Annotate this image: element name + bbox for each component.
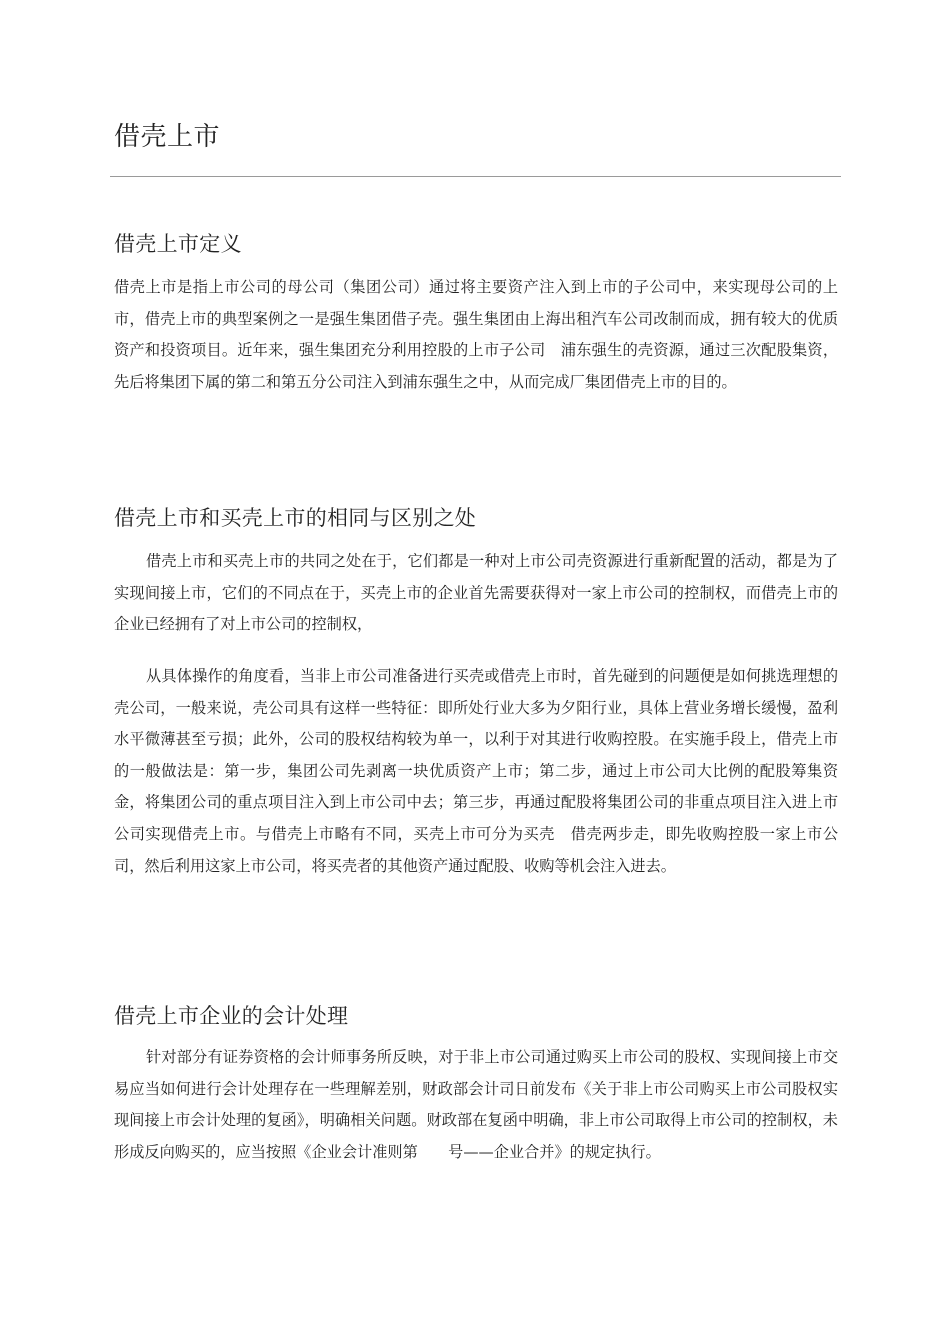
section-paragraph-accounting: 针对部分有证券资格的会计师事务所反映，对于非上市公司通过购买上市公司的股权、实现间接上市交易应当如何进行会计处理存在一些理解差别，财政部会计司日前发布《关于非上市公司购买上市公司股权实现间接上市会计处理的复函》，明确相关问题。财政部在复函中明确，非上市公司取得上市公司的控制权，未形成反向购买的，应当按照《企业会计准则第 号——企业合并》的规定执行。 xyxy=(114,1048,838,1161)
section-heading-comparison: 借壳上市和买壳上市的相同与区别之处 xyxy=(114,506,477,530)
section-paragraph-comparison-1: 借壳上市和买壳上市的共同之处在于，它们都是一种对上市公司壳资源进行重新配置的活动，都是为了实现间接上市，它们的不同点在于，买壳上市的企业首先需要获得对一家上市公司的控制权，而借壳上市的企业已经拥有了对上市公司的控制权， xyxy=(114,552,838,634)
title-divider xyxy=(110,176,841,177)
document-title: 借壳上市 xyxy=(114,122,221,152)
section-heading-accounting: 借壳上市企业的会计处理 xyxy=(114,1004,349,1028)
section-paragraph-definition: 借壳上市是指上市公司的母公司（集团公司）通过将主要资产注入到上市的子公司中，来实现母公司的上市，借壳上市的典型案例之一是强生集团借子壳。强生集团由上海出租汽车公司改制而成，拥有较大的优质资产和投资项目。近年来，强生集团充分利用控股的上市子公司 浦东强生的壳资源，通过三次配股集资，先后将集团下属的第二和第五分公司注入到浦东强生之中，从而完成厂集团借壳上市的目的。 xyxy=(114,278,838,391)
section-paragraph-comparison-2: 从具体操作的角度看，当非上市公司准备进行买壳或借壳上市时，首先碰到的问题便是如何挑选理想的壳公司，一般来说，壳公司具有这样一些特征：即所处行业大多为夕阳行业，具体上营业务增长缓慢，盈利水平微薄甚至亏损；此外，公司的股权结构较为单一，以利于对其进行收购控股。在实施手段上，借壳上市的一般做法是：第一步，集团公司先剥离一块优质资产上市；第二步，通过上市公司大比例的配股筹集资金，将集团公司的重点项目注入到上市公司中去；第三步，再通过配股将集团公司的非重点项目注入进上市公司实现借壳上市。与借壳上市略有不同，买壳上市可分为买壳 借壳两步走，即先收购控股一家上市公司，然后利用这家上市公司，将买壳者的其他资产通过配股、收购等机会注入进去。 xyxy=(114,667,838,875)
section-heading-definition: 借壳上市定义 xyxy=(114,232,242,256)
